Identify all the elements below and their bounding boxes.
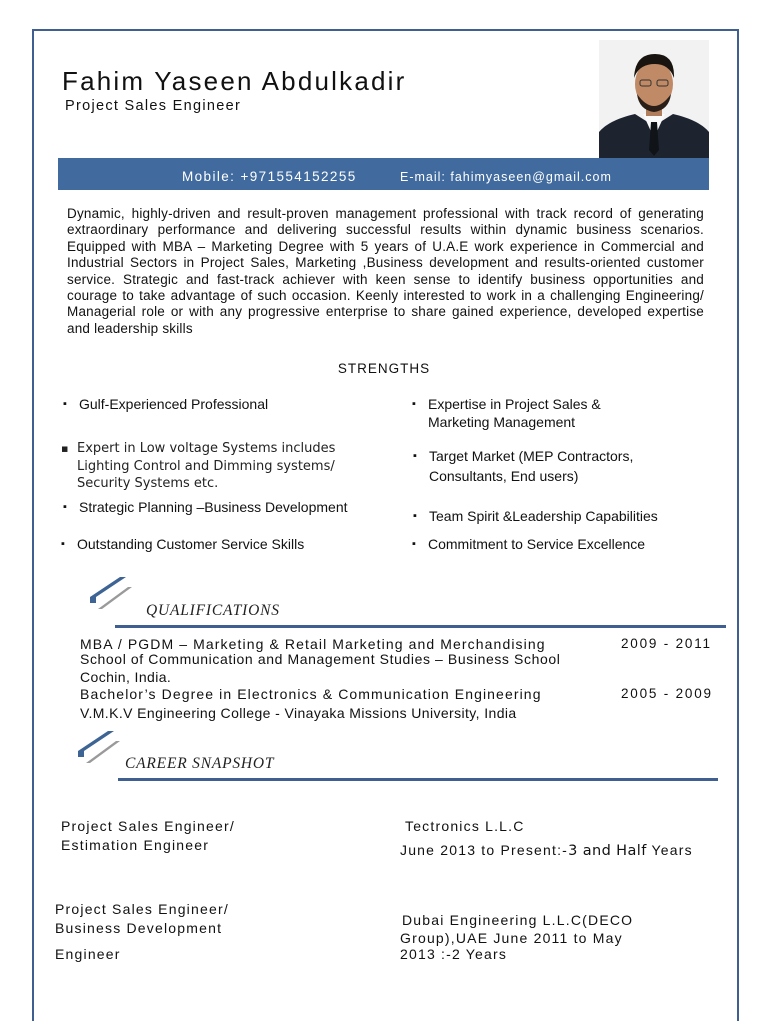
candidate-title: Project Sales Engineer xyxy=(65,98,242,114)
career-period-start: June 2013 to Present:- xyxy=(400,842,569,858)
career-role: Project Sales Engineer/ xyxy=(55,901,229,917)
profile-photo xyxy=(599,40,709,158)
qualification-institution: School of Communication and Management Studies – Business School xyxy=(80,651,561,667)
strength-item: ▪ Commitment to Service Excellence xyxy=(428,535,645,553)
qualification-degree: MBA / PGDM – Marketing & Retail Marketing and Merchandising xyxy=(80,636,546,652)
strength-item: ▪ Strategic Planning –Business Development xyxy=(79,498,348,516)
strength-item: ▪ Outstanding Customer Service Skills xyxy=(77,535,304,553)
strengths-heading: STRENGTHS xyxy=(337,361,431,376)
career-role: Project Sales Engineer/ xyxy=(61,818,235,834)
qualification-degree: Bachelor’s Degree in Electronics & Communication Engineering xyxy=(80,686,542,702)
section-rule xyxy=(115,625,726,628)
qualifications-heading: QUALIFICATIONS xyxy=(146,602,280,619)
career-period: 2013 :-2 Years xyxy=(400,946,508,962)
career-role: Engineer xyxy=(55,946,121,962)
career-heading: CAREER SNAPSHOT xyxy=(125,755,275,772)
strength-item: ▪ Team Spirit &Leadership Capabilities xyxy=(429,507,658,525)
section-chevron-icon xyxy=(90,577,130,609)
career-role: Business Development xyxy=(55,920,223,936)
career-company: Group),UAE June 2011 to May xyxy=(400,930,623,946)
section-rule xyxy=(118,778,718,781)
profile-summary: Dynamic, highly-driven and result-proven management professional with track record of generating extraordinary performance and delivering successful results within dynamic business scenarios. Equipped with MBA – Marketing Degree with 5 years of U.A.E work experience in Commercial and Industrial Sectors in Project Sales, Marketing ,Business development and results-oriented customer service. Strategic and fast-track achiever with keen sense to identify business opportunities and courage to take advantage of such occasion. Keenly interested to work in a challenging Engineering/ Managerial role or with any progressive enterprise to share gained experience, developed expertise and leadership skills xyxy=(67,206,704,336)
mobile-number: Mobile: +971554152255 xyxy=(182,169,357,184)
career-role: Estimation Engineer xyxy=(61,837,210,853)
strength-item: ▪ Target Market (MEP Contractors, Consultants, End users) xyxy=(429,446,689,486)
candidate-name: Fahim Yaseen Abdulkadir xyxy=(62,66,407,96)
qualification-years: 2009 - 2011 xyxy=(621,636,712,651)
career-period xyxy=(400,841,693,861)
section-chevron-icon xyxy=(78,731,118,763)
email-address: E-mail: fahimyaseen@gmail.com xyxy=(400,170,612,184)
qualification-years: 2005 - 2009 xyxy=(621,686,713,701)
strength-item: ▪ Expert in Low voltage Systems includes Lighting Control and Dimming systems/ Security Systems etc. xyxy=(77,440,387,493)
career-period-unit: Years xyxy=(646,842,693,858)
career-duration: 3 and Half xyxy=(568,843,647,859)
qualification-institution: V.M.K.V Engineering College - Vinayaka Missions University, India xyxy=(80,705,517,721)
career-company: Dubai Engineering L.L.C(DECO xyxy=(402,912,634,928)
qualification-location: Cochin, India. xyxy=(80,669,172,685)
strength-item: ▪ Expertise in Project Sales & Marketing Management xyxy=(428,395,648,431)
strength-item: ▪ Gulf-Experienced Professional xyxy=(79,395,268,413)
contact-bar xyxy=(58,158,709,190)
career-company: Tectronics L.L.C xyxy=(405,818,525,834)
